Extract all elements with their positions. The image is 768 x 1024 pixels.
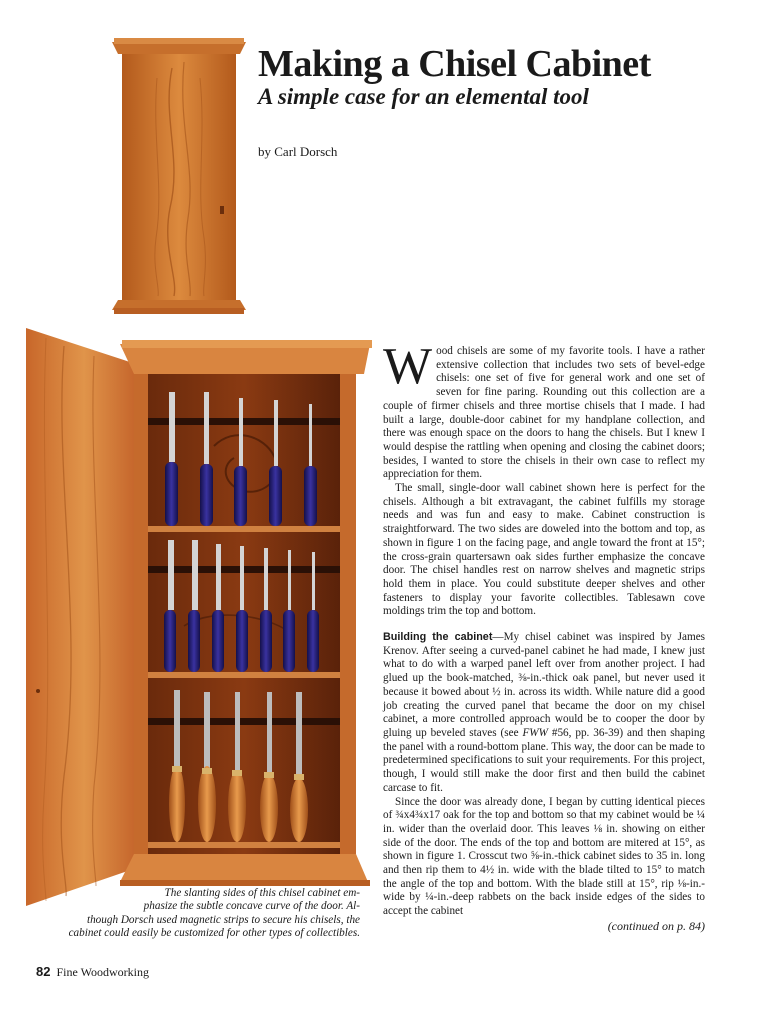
article-body — [383, 338, 706, 934]
caption-line: cabinet could easily be customized for other types of collectibles. — [68, 926, 360, 939]
byline: by Carl Dorsch — [258, 144, 338, 159]
paragraph-2: The small, single-door wall cabinet shown here is perfect for the chisels. Although a bit extravagant, the cabinet fulfills my storage needs and was fun and easy to make. Cabinet construction is straightforward. The two sides are doweled into the bottom and top, as shown in figure 1 on the facing page, and angle toward the front at 15°; the cross-grain quartersawn oak sides further emphasize the concave door. The chisel handles rest on narrow shelves and magnetic strips hold them in place. You could substitute deeper shelves and other fasteners to display your favorite collectibles. Tablesawn cove moldings trim the top and bottom. — [383, 482, 705, 618]
paragraph-3-text-a: —My chisel cabinet was inspired by James Krenov. After seeing a curved-panel cabinet he had made, I knew just what to do with a warped panel left over from another project. I had glued up the book-matched, ⅜-in.-thick oak panel, but never used it because it bowed about ½ in. across its width. While nature did a good job creating the curved panel that became the door on my chisel cabinet, a more controlled approach would be to cooper the door by gluing up beveled staves (see — [383, 631, 706, 739]
magazine-reference: FWW — [522, 726, 548, 739]
closed-cabinet-photo — [112, 38, 246, 314]
drop-cap: W — [383, 338, 433, 395]
magazine-name: Fine Woodworking — [56, 965, 149, 979]
section-heading: Building the cabinet — [383, 631, 493, 644]
paragraph-1-text: ood chisels are some of my favorite tools. I have a rather extensive collection that includes two sets of bevel-edge chisels: one set of five for general work and one set of seven for fine paring. Rounding out this collection are a couple of firmer chisels and three mortise chisels that I made. I had built a large, double-door cabinet for my handplane collection, and there was enough space on the doors to hang the chisels. But I knew I would despise the rattling when opening and closing the cabinet doors; besides, I wanted to store the chisels in their own case to reflect my appreciation for them. — [383, 345, 705, 481]
caption-line: The slanting sides of this chisel cabinet em- — [164, 887, 360, 899]
paragraph-3-text-b: #56, pp. 36-39) and then shaping the panel with a round-bottom plane. This way, the door can be made to predetermined specifications to suit your requirements. For this project, though, I would still make the door first and then build the cabinet carcase to fit. — [383, 726, 706, 794]
paragraph-3 — [383, 631, 705, 795]
page-footer — [36, 964, 149, 980]
caption-line: though Dorsch used magnetic strips to secure his chisels, the — [86, 913, 360, 926]
continued-note: (continued on p. 84) — [607, 918, 705, 933]
paragraph-4: Since the door was already done, I began by cutting identical pieces of ¾x4¾x17 oak for the top and bottom so that my cabinet would be ¼ in. wider than the overlaid door. This leaves ⅛ in. showing on either side of the door. The ends of the top and bottom are mitered at 15°, as shown in figure 1. Crosscut two ⅝-in.-thick cabinet sides to 35 in. long and then rip them to 4½ in. wide with the blade tilted to 15° to match the angle of the top and bottom. With the blade still at 15°, rip ⅛-in.-wide by ¼-in.-deep rabbets on the back inside edges of the sides to accept the cabinet — [383, 795, 705, 918]
page-number: 82 — [36, 964, 51, 979]
article-subtitle: A simple case for an elemental tool — [258, 84, 589, 109]
paragraph-1 — [383, 338, 705, 482]
open-cabinet-photo — [24, 326, 374, 910]
photo-caption — [36, 887, 360, 940]
caption-line: phasize the subtle concave curve of the door. Al- — [143, 900, 360, 913]
article-title: Making a Chisel Cabinet — [258, 43, 651, 85]
